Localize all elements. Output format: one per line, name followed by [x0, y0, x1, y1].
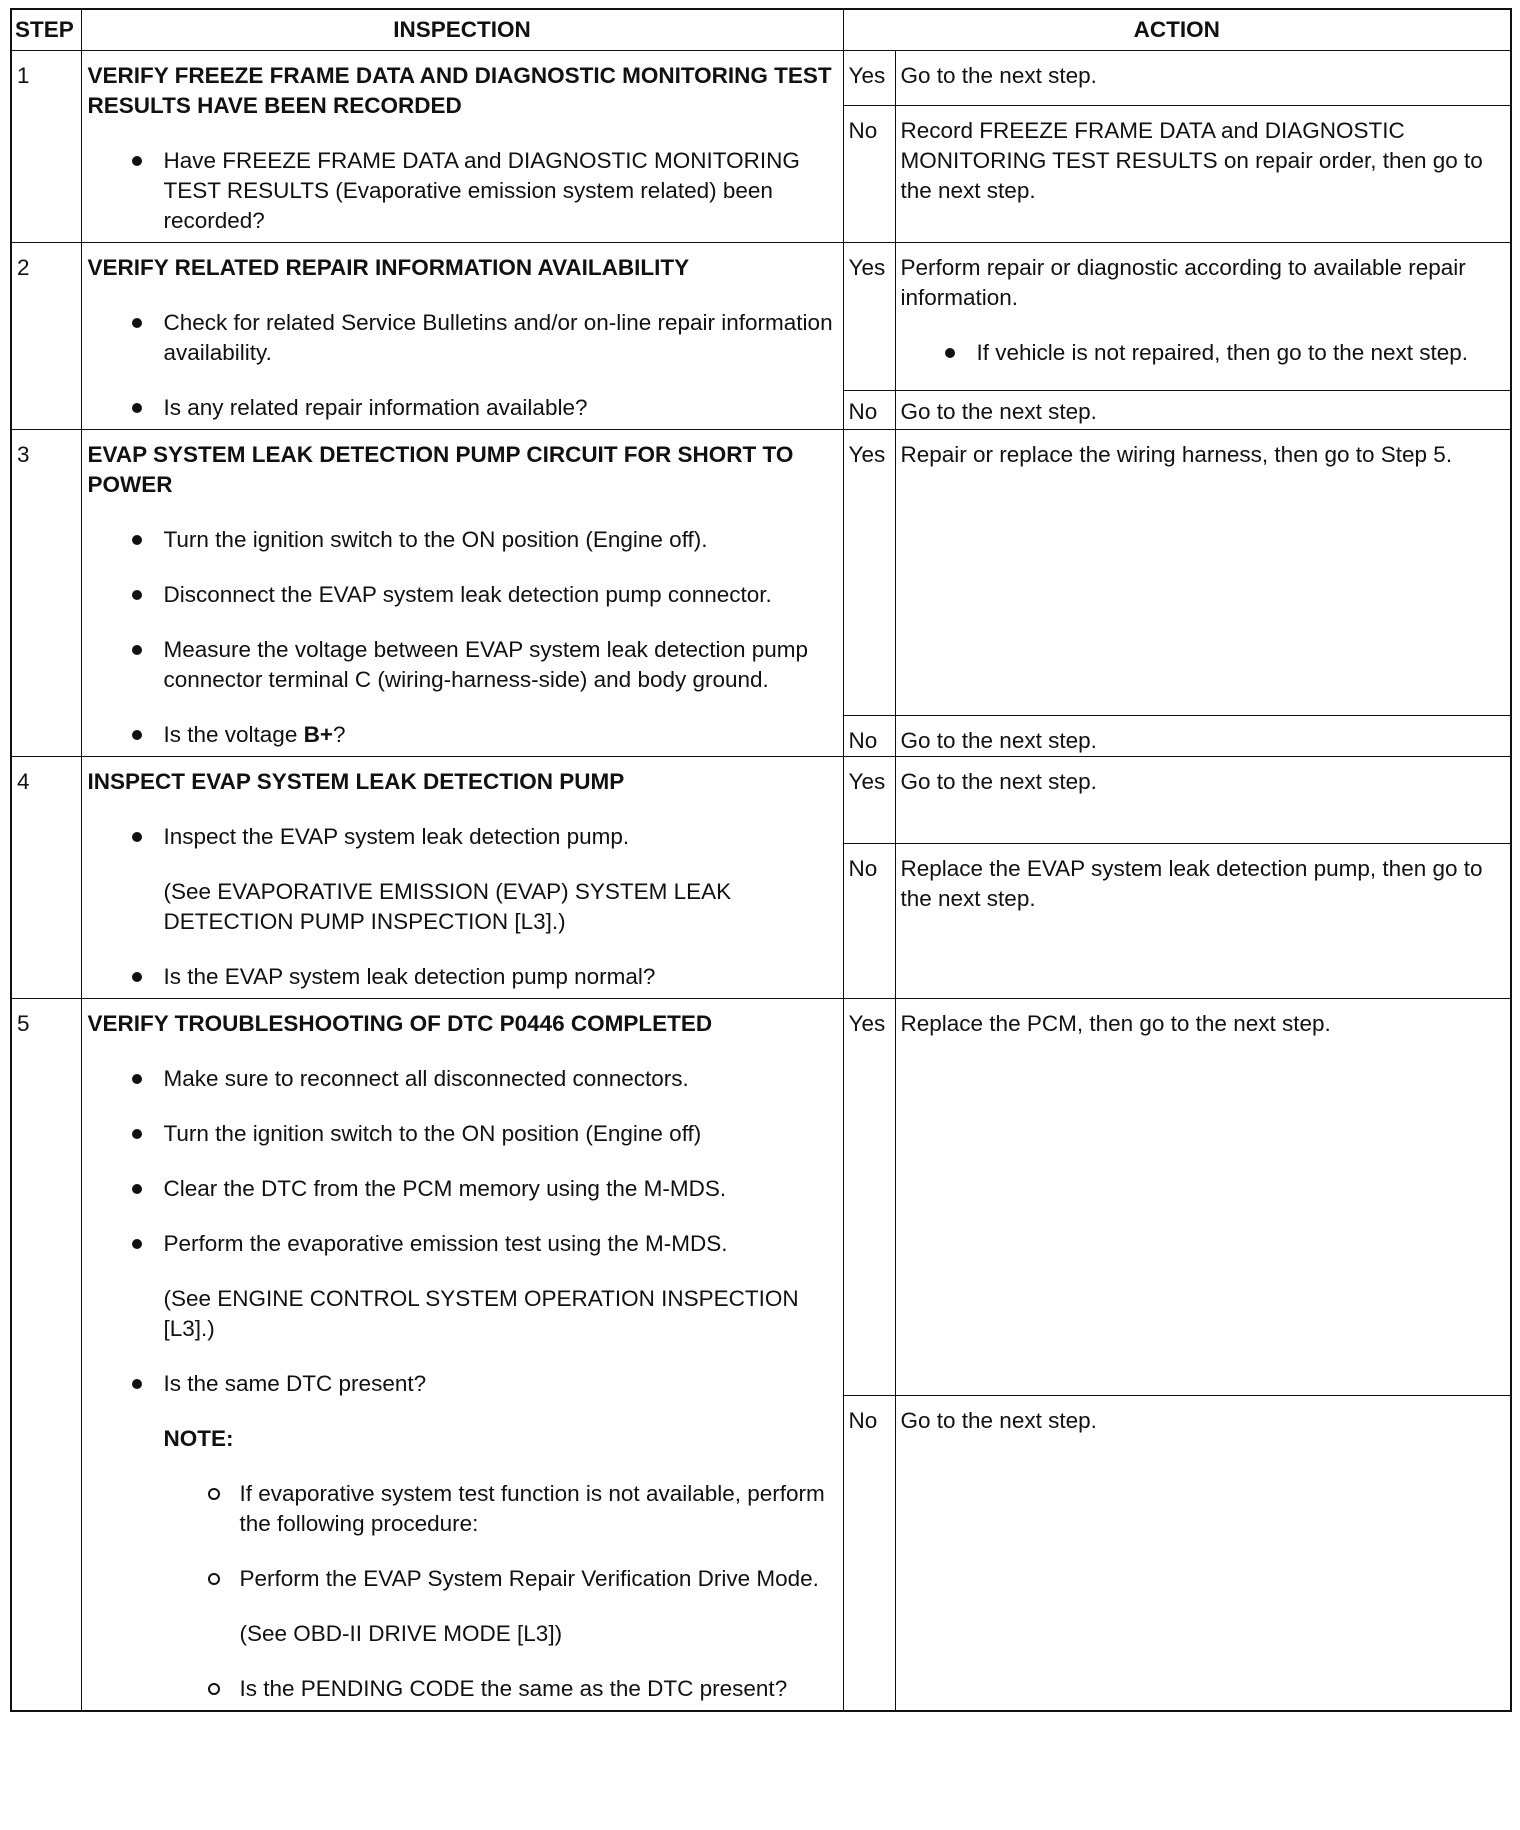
step-5-no-action: Go to the next step.	[895, 1396, 1511, 1712]
step-5-note-item-3: Is the PENDING CODE the same as the DTC present?	[88, 1674, 835, 1704]
step-1-bullet-1: Have FREEZE FRAME DATA and DIAGNOSTIC MONITORING TEST RESULTS (Evaporative emission system related) been recorded?	[88, 146, 835, 236]
step-5-note-heading: NOTE:	[163, 1426, 234, 1451]
step-3-yes-action: Repair or replace the wiring harness, then go to Step 5.	[895, 430, 1511, 716]
step-4-yes-label: Yes	[843, 757, 895, 844]
step-5-yes-row	[11, 999, 1511, 1396]
step-5-reference: (See ENGINE CONTROL SYSTEM OPERATION INSPECTION [L3].)	[163, 1286, 799, 1341]
step-column-header: STEP	[11, 9, 81, 51]
header-row	[11, 9, 1511, 51]
step-3-no-action: Go to the next step.	[895, 716, 1511, 757]
step-1-no-label: No	[843, 106, 895, 243]
step-2-number: 2	[11, 243, 81, 430]
step-3-title: EVAP SYSTEM LEAK DETECTION PUMP CIRCUIT FOR SHORT TO POWER	[87, 442, 794, 497]
step-4-number: 4	[11, 757, 81, 999]
inspection-column-header: INSPECTION	[81, 9, 843, 51]
step-5-note-item-2: Perform the EVAP System Repair Verification Drive Mode.	[88, 1564, 835, 1594]
step-5-yes-label: Yes	[843, 999, 895, 1396]
diagnostic-table	[10, 8, 1512, 1712]
step-2-yes-action-text: Perform repair or diagnostic according to available repair information.	[900, 255, 1466, 310]
step-3-question-prefix: Is the voltage	[163, 722, 304, 747]
step-3-question-suffix: ?	[332, 722, 346, 747]
step-3-question	[88, 720, 835, 750]
step-1-yes-label: Yes	[843, 51, 895, 106]
step-5-no-label: No	[843, 1396, 895, 1712]
step-5-bullet-4: Perform the evaporative emission test using the M-MDS.	[88, 1229, 835, 1259]
step-5-question: Is the same DTC present?	[88, 1369, 835, 1399]
step-3-no-label: No	[843, 716, 895, 757]
step-2-no-action: Go to the next step.	[895, 391, 1511, 430]
step-2-yes-action	[895, 243, 1511, 391]
step-4-reference: (See EVAPORATIVE EMISSION (EVAP) SYSTEM LEAK DETECTION PUMP INSPECTION [L3].)	[163, 879, 732, 934]
step-4-title: INSPECT EVAP SYSTEM LEAK DETECTION PUMP	[87, 769, 625, 794]
step-4-inspection	[81, 757, 843, 999]
step-4-yes-action: Go to the next step.	[895, 757, 1511, 844]
step-5-bullet-3: Clear the DTC from the PCM memory using the M-MDS.	[88, 1174, 835, 1204]
step-5-note-reference: (See OBD-II DRIVE MODE [L3])	[239, 1621, 563, 1646]
step-3-bullet-1: Turn the ignition switch to the ON position (Engine off).	[88, 525, 835, 555]
step-3-inspection	[81, 430, 843, 757]
step-2-yes-action-bullet: If vehicle is not repaired, then go to the next step.	[901, 338, 1503, 368]
step-2-bullet-2: Is any related repair information available?	[88, 393, 835, 423]
step-1-yes-action: Go to the next step.	[895, 51, 1511, 106]
step-2-yes-row	[11, 243, 1511, 391]
step-5-title: VERIFY TROUBLESHOOTING OF DTC P0446 COMPLETED	[87, 1011, 713, 1036]
step-4-yes-row	[11, 757, 1511, 844]
step-3-yes-row	[11, 430, 1511, 716]
step-2-inspection	[81, 243, 843, 430]
step-3-number: 3	[11, 430, 81, 757]
step-5-bullet-2: Turn the ignition switch to the ON position (Engine off)	[88, 1119, 835, 1149]
step-2-title: VERIFY RELATED REPAIR INFORMATION AVAILABILITY	[87, 255, 690, 280]
step-3-bullet-2: Disconnect the EVAP system leak detection pump connector.	[88, 580, 835, 610]
step-2-bullet-1: Check for related Service Bulletins and/or on-line repair information availability.	[88, 308, 835, 368]
step-3-yes-label: Yes	[843, 430, 895, 716]
step-1-number: 1	[11, 51, 81, 243]
step-3-question-value: B+	[303, 722, 333, 747]
step-5-note-item-1: If evaporative system test function is not available, perform the following procedure:	[88, 1479, 835, 1539]
step-2-no-label: No	[843, 391, 895, 430]
step-4-no-label: No	[843, 844, 895, 999]
diagnostic-procedure-document	[10, 8, 1510, 1712]
step-1-inspection	[81, 51, 843, 243]
step-1-no-action: Record FREEZE FRAME DATA and DIAGNOSTIC MONITORING TEST RESULTS on repair order, then go to the next step.	[895, 106, 1511, 243]
step-4-bullet-1: Inspect the EVAP system leak detection pump.	[88, 822, 835, 852]
step-5-yes-action: Replace the PCM, then go to the next step.	[895, 999, 1511, 1396]
step-5-bullet-1: Make sure to reconnect all disconnected connectors.	[88, 1064, 835, 1094]
action-column-header: ACTION	[843, 9, 1511, 51]
step-4-no-action: Replace the EVAP system leak detection pump, then go to the next step.	[895, 844, 1511, 999]
step-4-bullet-2: Is the EVAP system leak detection pump normal?	[88, 962, 835, 992]
step-5-number: 5	[11, 999, 81, 1712]
step-5-inspection	[81, 999, 843, 1712]
step-1-title: VERIFY FREEZE FRAME DATA AND DIAGNOSTIC MONITORING TEST RESULTS HAVE BEEN RECORDED	[87, 63, 832, 118]
step-1-yes-row	[11, 51, 1511, 106]
step-2-yes-label: Yes	[843, 243, 895, 391]
step-3-bullet-3: Measure the voltage between EVAP system leak detection pump connector terminal C (wiring-harness-side) and body ground.	[88, 635, 835, 695]
